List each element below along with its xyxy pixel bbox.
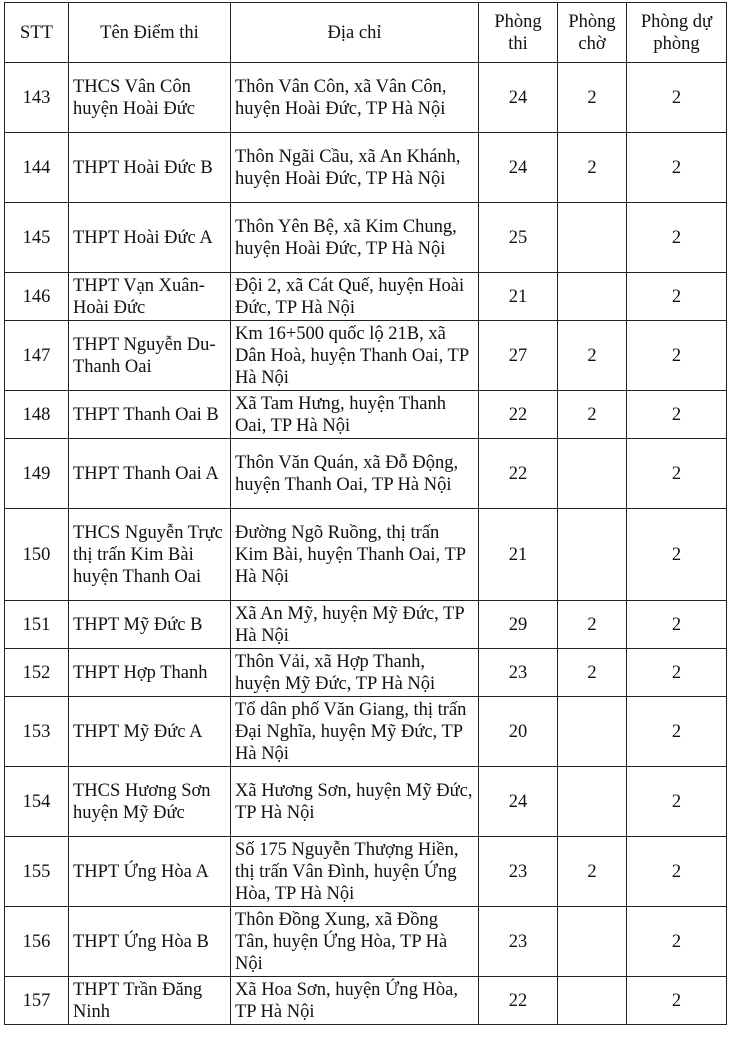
cell-address: Km 16+500 quốc lộ 21B, xã Dân Hoà, huyện Thanh Oai, TP Hà Nội [231,321,479,391]
cell-exam-rooms: 25 [479,203,558,273]
cell-address: Xã Hoa Sơn, huyện Ứng Hòa, TP Hà Nội [231,977,479,1025]
cell-exam-rooms: 24 [479,63,558,133]
cell-stt: 155 [5,837,69,907]
table-row [5,907,727,977]
cell-waiting-rooms [558,697,627,767]
cell-exam-rooms: 22 [479,439,558,509]
table-row [5,837,727,907]
cell-address: Tổ dân phố Văn Giang, thị trấn Đại Nghĩa, huyện Mỹ Đức, TP Hà Nội [231,697,479,767]
cell-address: Xã Tam Hưng, huyện Thanh Oai, TP Hà Nội [231,391,479,439]
cell-exam-rooms: 22 [479,391,558,439]
cell-waiting-rooms: 2 [558,837,627,907]
cell-waiting-rooms: 2 [558,601,627,649]
cell-waiting-rooms: 2 [558,649,627,697]
cell-address: Số 175 Nguyễn Thượng Hiền, thị trấn Vân Đình, huyện Ứng Hòa, TP Hà Nội [231,837,479,907]
cell-address: Xã An Mỹ, huyện Mỹ Đức, TP Hà Nội [231,601,479,649]
cell-backup-rooms: 2 [627,203,727,273]
cell-backup-rooms: 2 [627,977,727,1025]
cell-backup-rooms: 2 [627,439,727,509]
cell-stt: 147 [5,321,69,391]
cell-stt: 150 [5,509,69,601]
cell-exam-rooms: 27 [479,321,558,391]
cell-exam-rooms: 23 [479,649,558,697]
header-stt: STT [5,3,69,63]
cell-address: Thôn Đồng Xung, xã Đồng Tân, huyện Ứng Hòa, TP Hà Nội [231,907,479,977]
cell-stt: 154 [5,767,69,837]
table-row [5,601,727,649]
cell-stt: 149 [5,439,69,509]
exam-sites-document [4,2,726,1042]
table-row [5,391,727,439]
cell-stt: 156 [5,907,69,977]
table-row [5,977,727,1025]
cell-exam-rooms: 22 [479,977,558,1025]
header-address: Địa chỉ [231,3,479,63]
table-row [5,697,727,767]
cell-backup-rooms: 2 [627,391,727,439]
cell-address: Thôn Vân Côn, xã Vân Côn, huyện Hoài Đức, TP Hà Nội [231,63,479,133]
cell-site-name: THPT Vạn Xuân-Hoài Đức [69,273,231,321]
cell-waiting-rooms: 2 [558,391,627,439]
cell-address: Đường Ngõ Ruồng, thị trấn Kim Bài, huyện Thanh Oai, TP Hà Nội [231,509,479,601]
cell-site-name: THPT Hoài Đức A [69,203,231,273]
cell-stt: 146 [5,273,69,321]
cell-waiting-rooms [558,203,627,273]
header-backup-rooms: Phòng dự phòng [627,3,727,63]
cell-site-name: THPT Mỹ Đức A [69,697,231,767]
cell-backup-rooms: 2 [627,837,727,907]
cell-exam-rooms: 24 [479,133,558,203]
cell-waiting-rooms: 2 [558,321,627,391]
cell-backup-rooms: 2 [627,907,727,977]
cell-address: Thôn Vải, xã Hợp Thanh, huyện Mỹ Đức, TP Hà Nội [231,649,479,697]
table-row [5,649,727,697]
cell-exam-rooms: 29 [479,601,558,649]
cell-site-name: THPT Trần Đăng Ninh [69,977,231,1025]
cell-waiting-rooms [558,977,627,1025]
cell-backup-rooms: 2 [627,509,727,601]
cell-backup-rooms: 2 [627,273,727,321]
cell-exam-rooms: 21 [479,509,558,601]
cell-waiting-rooms [558,767,627,837]
cell-address: Đội 2, xã Cát Quế, huyện Hoài Đức, TP Hà Nội [231,273,479,321]
header-exam-rooms: Phòng thi [479,3,558,63]
cell-waiting-rooms [558,273,627,321]
cell-site-name: THCS Vân Côn huyện Hoài Đức [69,63,231,133]
table-row [5,203,727,273]
cell-backup-rooms: 2 [627,601,727,649]
cell-backup-rooms: 2 [627,63,727,133]
cell-site-name: THPT Nguyễn Du-Thanh Oai [69,321,231,391]
cell-site-name: THPT Thanh Oai B [69,391,231,439]
exam-sites-table [4,2,727,1025]
cell-site-name: THPT Hoài Đức B [69,133,231,203]
cell-site-name: THCS Nguyễn Trực thị trấn Kim Bài huyện Thanh Oai [69,509,231,601]
cell-site-name: THPT Thanh Oai A [69,439,231,509]
header-site-name: Tên Điểm thi [69,3,231,63]
cell-address: Thôn Ngãi Cầu, xã An Khánh, huyện Hoài Đức, TP Hà Nội [231,133,479,203]
cell-stt: 145 [5,203,69,273]
cell-backup-rooms: 2 [627,321,727,391]
cell-stt: 157 [5,977,69,1025]
cell-site-name: THPT Mỹ Đức B [69,601,231,649]
cell-exam-rooms: 24 [479,767,558,837]
cell-exam-rooms: 21 [479,273,558,321]
cell-stt: 151 [5,601,69,649]
cell-exam-rooms: 23 [479,907,558,977]
cell-waiting-rooms [558,907,627,977]
table-row [5,439,727,509]
cell-exam-rooms: 20 [479,697,558,767]
cell-stt: 143 [5,63,69,133]
cell-backup-rooms: 2 [627,767,727,837]
header-waiting-rooms: Phòng chờ [558,3,627,63]
cell-backup-rooms: 2 [627,649,727,697]
table-row [5,767,727,837]
table-header-row [5,3,727,63]
cell-stt: 152 [5,649,69,697]
cell-waiting-rooms [558,509,627,601]
cell-address: Xã Hương Sơn, huyện Mỹ Đức, TP Hà Nội [231,767,479,837]
table-row [5,133,727,203]
table-row [5,63,727,133]
cell-site-name: THPT Hợp Thanh [69,649,231,697]
cell-waiting-rooms [558,439,627,509]
table-row [5,273,727,321]
cell-stt: 148 [5,391,69,439]
cell-backup-rooms: 2 [627,697,727,767]
cell-stt: 153 [5,697,69,767]
cell-waiting-rooms: 2 [558,133,627,203]
cell-backup-rooms: 2 [627,133,727,203]
cell-stt: 144 [5,133,69,203]
cell-waiting-rooms: 2 [558,63,627,133]
cell-address: Thôn Văn Quán, xã Đỗ Động, huyện Thanh Oai, TP Hà Nội [231,439,479,509]
cell-address: Thôn Yên Bệ, xã Kim Chung, huyện Hoài Đức, TP Hà Nội [231,203,479,273]
cell-site-name: THCS Hương Sơn huyện Mỹ Đức [69,767,231,837]
cell-site-name: THPT Ứng Hòa B [69,907,231,977]
table-row [5,509,727,601]
cell-exam-rooms: 23 [479,837,558,907]
table-row [5,321,727,391]
cell-site-name: THPT Ứng Hòa A [69,837,231,907]
